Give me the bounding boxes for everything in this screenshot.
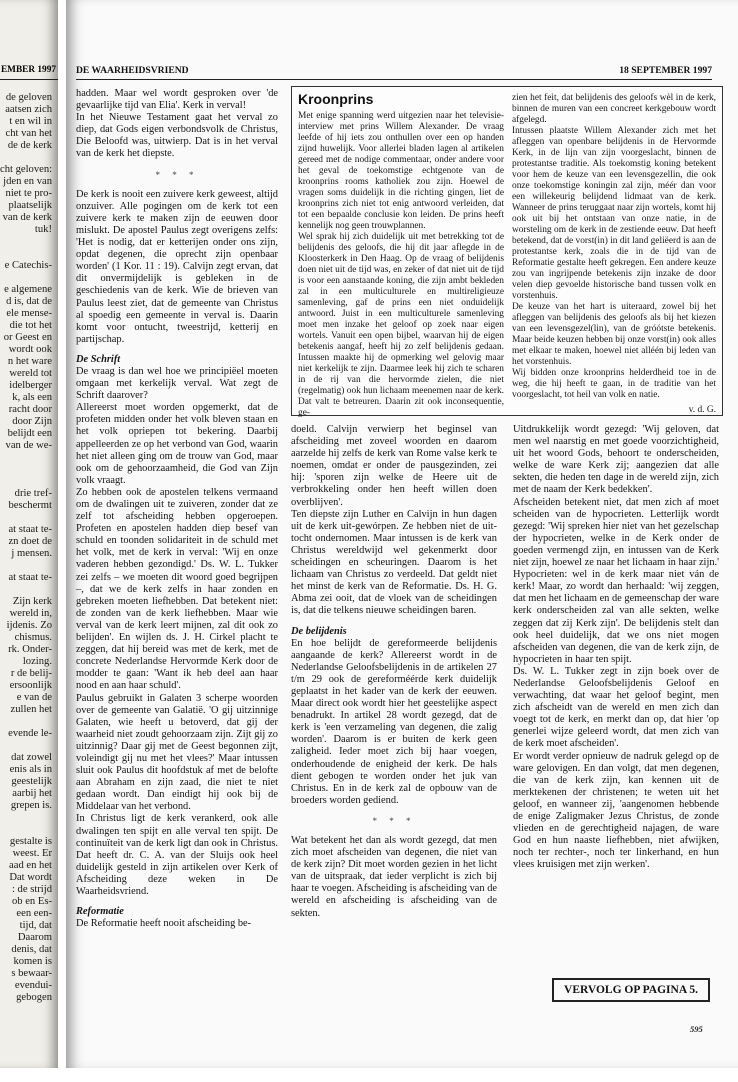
left-page-line: tijd, dat [19, 920, 52, 931]
left-page-line [0, 464, 52, 476]
left-page-line: racht door [8, 404, 52, 415]
running-header [76, 61, 712, 80]
box-title: Kroonprins [298, 91, 374, 107]
left-page-line: denis, dat [11, 944, 52, 955]
left-page-line [0, 236, 52, 248]
left-page-line: idelberger [9, 380, 52, 391]
paragraph: Uitdrukkelijk wordt gezegd: 'Wij geloven, dat men wel naarstig en met goede voorzichtigheid, uit het woord Gods, behoort te onderscheiden, welke de ware Kerk zij; aangezien dat alle sekten, die heden ten dage in de wereld zijn, zich met de naam der Kerk bedekken'. [513, 424, 719, 496]
left-page-line: e van de [16, 692, 52, 703]
left-page-line: e algemene [4, 284, 52, 295]
author-initials: v. d. G. [688, 405, 716, 415]
paragraph: Zo hebben ook de apostelen telkens vermaand om de dwalingen uit te zuiveren, zonder dat ze zelf tot afscheiding hebben opgeroepen. Profeten en apostelen hadden diep besef van schuld en toonden solidariteit in de schuld met het volk, met de kerk in verval: 'Wij en onze vaderen hebben gezondigd.' Ds. W. L. Tukker zei zelfs – we moeten dit woord goed begrijpen –, dat we de kerk zelfs in haar zonden en gebreken moeten liefhebben. Dat betekent niet: de zonden van de kerk liefhebben. Maar wie verval van de kerk leert mijnen, zal dit ook zo belijden'. En wijlen ds. J. H. Cirkel placht te zeggen, dat hij bereid was met de kerk, met de concrete Nederlandse Hervormde Kerk door de modder te gaan: 'Want ik heb deel aan haar nood en aan haar schuld'. [76, 486, 278, 692]
left-page-line: ersoonlijk [9, 680, 52, 691]
left-page-line: die tot het [9, 320, 52, 331]
left-page-line: Dat wordt [9, 872, 52, 883]
left-page-line: gebogen [16, 992, 52, 1003]
left-page-line [0, 812, 52, 824]
paragraph: Afscheiden betekent niet, dat men zich af moet scheiden van de hypocrieten. Letterlijk wordt gezegd: 'Wij spreken hier niet van het gezelschap der hypocrieten, welke in de Kerk onder de goeden vermengd zijn, en intussen van de Kerk niet zijn, hoewel ze naar het lichaam in haar zijn.' Hypocrieten: wel in de kerk maar niet ván de kerk! Maar, zo wordt dan herhaald: 'wij zeggen, dat men het lichaam en de gemeenschap der ware kerk onderscheiden zal van alle sekten, welke zeggen dat zij Kerk zijn'. De belijdenis stelt dan ook heel duidelijk, dat we ons niet mogen afscheiden van degenen, die van de kerk zijn, de hypocrieten in haar ten spijt. [513, 496, 719, 665]
left-page-line: plaatselijk [8, 200, 52, 211]
box-paragraph: zien het feit, dat belijdenis des geloofs wèl in de kerk, binnen de muren van een concreet kerkgebouw wordt afgelegd. [512, 93, 716, 125]
left-page-line: Zijn kerk [12, 596, 52, 607]
box-paragraph: Intussen plaatste Willem Alexander zich met het afleggen van openbare belijdenis in de Hervormde Kerk, in de lijn van zijn voorgeslacht, binnen de protestantse traditie. Als toekomstig koning betekent voor hem de keuze van een levensgezellin, die ook onze toekomstige koningin zal zijn, méér dan voor een willekeurig belijdend lidmaat van de kerk. Wanneer de prins teruggaat naar zijn wortels, komt hij ook uit bij het ontstaan van onze natie, in de worsteling om de kerk in de zestiende eeuw. Dat heeft betekend, dat de vorst(in) in dit land geliëerd is aan de protestantse kerk, zoals die in de tijd van de Reformatie gestalte heeft gekregen. Een andere keuze zou van ingrijpende betekenis zijn inzake de door velen diep gevoelde historische band tussen volk en vorstenhuis. [512, 126, 716, 301]
left-page-line: j mensen. [11, 548, 52, 559]
box-column-a [298, 111, 504, 418]
left-page-line: een een- [16, 908, 52, 919]
left-page-line: ob en Es- [11, 896, 52, 907]
left-page-line: e Catechis- [4, 260, 52, 271]
left-page-line: Daarom [17, 932, 52, 943]
right-page [66, 0, 738, 1068]
left-page-column [0, 92, 52, 1082]
left-page-line: rk. Onder- [8, 644, 52, 655]
issue-date: 18 SEPTEMBER 1997 [619, 65, 712, 76]
left-page-line: cht geloven: [0, 164, 53, 175]
left-page-line: beschermt [8, 500, 52, 511]
left-page-line: de geloven [5, 92, 52, 103]
left-page-line: ele mense- [6, 308, 52, 319]
paragraph: doeld. Calvijn verwierp het beginsel van afscheiding met zoveel woorden en daarom aarzelde hij zelfs de kerk van Rome valse kerk te noemen, omdat er onder de pausgezinden, zei hij: 'sporen zijn welke de Heere uit de verbrokkeling onder hen heeft willen doen overblijven'. [291, 424, 497, 508]
left-page-line: aarbij het [12, 788, 52, 799]
left-page-line [0, 512, 52, 524]
left-page-line: door Zijn [12, 416, 52, 427]
left-page-line: s bewaar- [11, 968, 52, 979]
left-running-header [0, 61, 58, 80]
left-page-line: belijdt een [7, 428, 52, 439]
left-page-line: evendui- [14, 980, 52, 991]
page-number: 595 [690, 1024, 703, 1034]
kroonprins-box [291, 86, 723, 416]
paragraph: De vraag is dan wel hoe we principiëel moeten omgaan met kerkelijk verval. Wat zegt de Schrift daarover? [76, 365, 278, 402]
left-page-line: r de belij- [10, 668, 52, 679]
left-page-line: aatsen zich [5, 104, 52, 115]
left-page-line [0, 272, 52, 284]
left-page-line: zullen het [10, 704, 52, 715]
continued-on-page-box: VERVOLG OP PAGINA 5. [552, 978, 710, 1002]
paragraph: Er wordt verder opnieuw de nadruk gelegd op de ware gelovigen. En dan volgt, dat men degenen, die van de kerk zijn, kan kennen uit de merktekenen der christenen; te weten uit het geloof, en wanneer zij, 'aangenomen hebbende de enige Zaligmaker Jezus Christus, de zonde vlieden en de gerechtigheid najagen, de ware God en hun naaste liefhebben, niet afwijken, noch ter rechter-, noch ter linkerhand, en hun vlees kruisigen met zijn werken'. [513, 750, 719, 871]
left-page-line: wordt ook [8, 344, 52, 355]
left-page-line: zn doet de [8, 536, 52, 547]
left-page-line: weest. Er [12, 848, 52, 859]
left-page-line: tuk! [34, 224, 52, 235]
article-column-1 [76, 88, 278, 1023]
paragraph: In Christus ligt de kerk verankerd, ook alle dwalingen ten spijt en alle verval ten spijt. De continuïteit van de kerk ligt dan ook in Christus. Dat heeft dr. C. A. van der Sluijs ook heel duidelijk gesteld in zijn artikelen over Kerk of Afscheiding deze weken in De Waarheidsvriend. [76, 813, 278, 897]
left-page-line: n het ware [7, 356, 52, 367]
article-column-2 [291, 424, 497, 1024]
publication-name: DE WAARHEIDSVRIEND [76, 65, 189, 76]
left-page-line [0, 716, 52, 728]
left-page-line: ijdenis. Zo [6, 620, 52, 631]
left-page-line: niet te pro- [5, 188, 52, 199]
left-page-line: chismus. [14, 632, 52, 643]
paragraph: Allereerst moet worden opgemerkt, dat de profeten midden onder het volk bleven staan en het volk opriepen tot bekering. Daarbij appelleerden ze op het verbond van God, waarin het niet alleen ging om de trouw van God, maar ook om de gehoorzaamheid, die God van Zijn volk vraagt. [76, 402, 278, 486]
left-page-line: k, als een [12, 392, 52, 403]
left-page-line [0, 248, 52, 260]
paragraph: Ten diepste zijn Luther en Calvijn in hun dagen uit de kerk uit-gewórpen. Ze hebben niet de uit-tocht ondernomen. Maar intussen is de kerk van Christus wereldwijd wel gekenmerkt door scheidingen en scheuringen. Daarom is het lichaam van Christus zo verdeeld. Dat geldt niet het minst de kerk van de Reformatie. Ds. H. G. Abma zei ooit, dat de vloek van de scheidingen is, dat die telkens nieuwe scheidingen baren. [291, 508, 497, 617]
left-page-line: d is, dat de [6, 296, 52, 307]
left-page-line: enis als in [9, 764, 52, 775]
article-column-3 [513, 424, 719, 970]
left-page-line: dat zowel [11, 752, 52, 763]
left-page-line: geestelijk [11, 776, 52, 787]
left-page-line: de de kerk [7, 140, 52, 151]
box-column-b [512, 93, 716, 415]
left-page-line: gestalte is [9, 836, 52, 847]
left-page-line: at staat te- [8, 572, 52, 583]
left-page-line: cht van het [5, 128, 52, 139]
left-page-line [0, 740, 52, 752]
box-paragraph: Wij bidden onze kroonprins helderdheid toe in de weg, die hij heeft te gaan, in de traditie van het voorgeslacht, tot heil van volk en natie. [512, 368, 716, 400]
left-page-line: at staat te- [8, 524, 52, 535]
section-divider: * * * [372, 815, 416, 826]
section-divider: * * * [155, 169, 199, 180]
paragraph: In het Nieuwe Testament gaat het verval zo diep, dat Gods eigen verbondsvolk de Christus, Die Beloofd was, uitwierp. Dat is in het verval van de kerk het diepste. [76, 112, 278, 160]
left-page-line: wereld in, [9, 608, 52, 619]
left-page-line: lozing. [22, 656, 52, 667]
section-heading: De Schrift [76, 353, 121, 365]
left-page-line [0, 584, 52, 596]
left-page-line: evende le- [8, 728, 52, 739]
box-paragraph: De keuze van het hart is uiteraard, zowel bij het afleggen van belijdenis des geloofs als bij het kiezen van een levensgezel(lin), van de gróótste betekenis. Maar beide keuzen hebben bij onze vorst(in) ook alles met elkaar te maken, hoewel niet alléén bij leden van het vorstenhuis. [512, 302, 716, 367]
paragraph: En hoe belijdt de gereformeerde belijdenis aangaande de kerk? Allereerst wordt in de Nederlandse Geloofsbelijdenis in de artikelen 27 t/m 29 ook de gereforméérde kerk duidelijk geplaatst in het kader van de kerk der eeuwen. Maar direct ook wordt hier het geestelijke aspect benadrukt. In artikel 28 wordt gezegd, dat de kerk is 'een verzameling van degenen, die zalig worden'. Daarom is er buiten de kerk geen zaligheid. Ieder moet zich bij haar voegen, onderhoudende de enigheid der kerk. De hals dient gebogen te worden onder het juk van Christus. En in de kerk zal de opbouw van de broeders worden gediend. [291, 637, 497, 806]
left-header-date: EMBER 1997 [0, 65, 56, 75]
paragraph: Wat betekent het dan als wordt gezegd, dat men zich moet afscheiden van degenen, die niet van de kerk zijn? Dit moet worden gezien in het licht van de uitspraak, dat ieder verplicht is zich bij haar te voegen. Afscheiding is afscheiding van de wereld en afscheiding is afscheiding van de sekten. [291, 835, 498, 919]
left-page-line: drie tref- [14, 488, 52, 499]
paragraph: Paulus gebruikt in Galaten 3 scherpe woorden over de gemeente van Galatië. 'O gij uitzinnige Galaten, wie heeft u betoverd, dat gij der waarheid niet zoudt gehoorzaam zijn. Zijt gij zo uitzinnig? Daar gij met de Geest begonnen zijt, voleindigt gij nu met het vlees?' Maar intussen sluit ook Paulus dit hoofdstuk af met de belofte aan Abraham en zijn zaad, die niet te niet gedaan wordt. Dan eindigt hij ook bij de Middelaar van het verbond. [76, 692, 278, 813]
left-page-line: komen is [13, 956, 52, 967]
box-paragraph: Met enige spanning werd uitgezien naar het televisie-interview met prins Willem Alexander. De vraag leefde of hij iets zou onthullen over een op handen zijnd huwelijk. Voor allerlei bladen lagen al artikelen gereed met de nodige commentaar, onder andere voor het geval de toekomstige echtgenote van de kroonprins rooms katholiek zou zijn. Hoewel de vragen soms duidelijk in die richting gingen, liet de kroonprins zich niet tot enig antwoord verleiden, dat tot een bepaalde conclusie kon leiden. De prins heeft kennelijk nog geen trouwplannen. [298, 111, 504, 231]
left-page-line: van de we- [5, 440, 52, 451]
left-page-line: jden en van [3, 176, 52, 187]
left-page-line: grepen is. [10, 800, 52, 811]
left-page-line: aad en het [9, 860, 52, 871]
section-heading: Reformatie [76, 906, 124, 918]
left-page-line: t en wil in [9, 116, 52, 127]
paragraph: hadden. Maar wel wordt gesproken over 'de gevaarlijke tijd van Elia'. Kerk in verval! [76, 88, 278, 112]
paragraph: De kerk is nooit een zuivere kerk geweest, altijd onzuiver. Alle pogingen om de kerk tot een zuivere kerk te maken zijn de eeuwen door mislukt. De apostel Paulus zegt overigens zelfs: 'Het is nodig, dat er ketterijen onder ons zijn, opdat degenen, die oprecht zijn openbaar worden' (1 Kor. 11 : 19). Calvijn zegt ervan, dat dit onvermijdelijk is gebleken in de geschiedenis van de kerk. Wie de brieven van Paulus leest ziet, dat de gemeente van Christus al spoedig een gemeente in verval is. Daarin komt voor ontucht, tweestrijd, ketterij en partijschap. [76, 188, 278, 345]
left-page-line: van de kerk [2, 212, 52, 223]
left-page-line [0, 152, 52, 164]
left-page-line [0, 452, 52, 464]
left-page-line [0, 824, 52, 836]
box-paragraph: Wel sprak hij zich duidelijk uit met betrekking tot de belijdenis des geloofs, die hij dit jaar aflegde in de Kloosterkerk in Den Haag. Op de vraag of belijdenis doen niet uit de tijd was, en zeker of dat niet uit de tijd is voor een aanstaande koning, die zijn ambt bekleden zal in een multiculturele en multireligieuze samenleving, gaf de prins een niet onduidelijk antwoord. Juist in een multiculturele samenleving moet men inzake het geloof op zoek naar eigen wortels. Vanuit een open bijbel, waarvan hij de eigen betekenis aangaf, heeft hij zo zelf belijdenis gedaan. Intussen maakte hij de opmerking wel gelovig maar niet kerkelijk te zijn. Daarmee leek hij zich te scharen in de rij van die hervormde zielen, die niet (regelmatig) ook hun lichaam meenemen naar de kerk. Dat valt te betreuren. Daarin zit ook inconsequentie, ge- [298, 232, 504, 418]
left-page-line: : de strijd [11, 884, 52, 895]
left-page-line [0, 476, 52, 488]
paragraph: De Reformatie heeft nooit afscheiding be- [76, 918, 252, 930]
left-page-remnant [0, 0, 58, 1068]
left-page-line: or Geest en [3, 332, 52, 343]
section-heading: De belijdenis [291, 625, 347, 637]
left-page-line: wereld tot [9, 368, 52, 379]
paragraph: Ds. W. L. Tukker zegt in zijn boek over de Nederlandse Geloofsbelijdenis Geloof en verwachting, dat waar het geloof begint, men zich afscheidt van de wereld en men zich dan voegt tot de kerk, en merkt dan op, dat hier 'op generlei wijze geleerd wordt, dat men zich van de kerk moet afscheiden'. [513, 665, 719, 750]
left-page-line [0, 560, 52, 572]
